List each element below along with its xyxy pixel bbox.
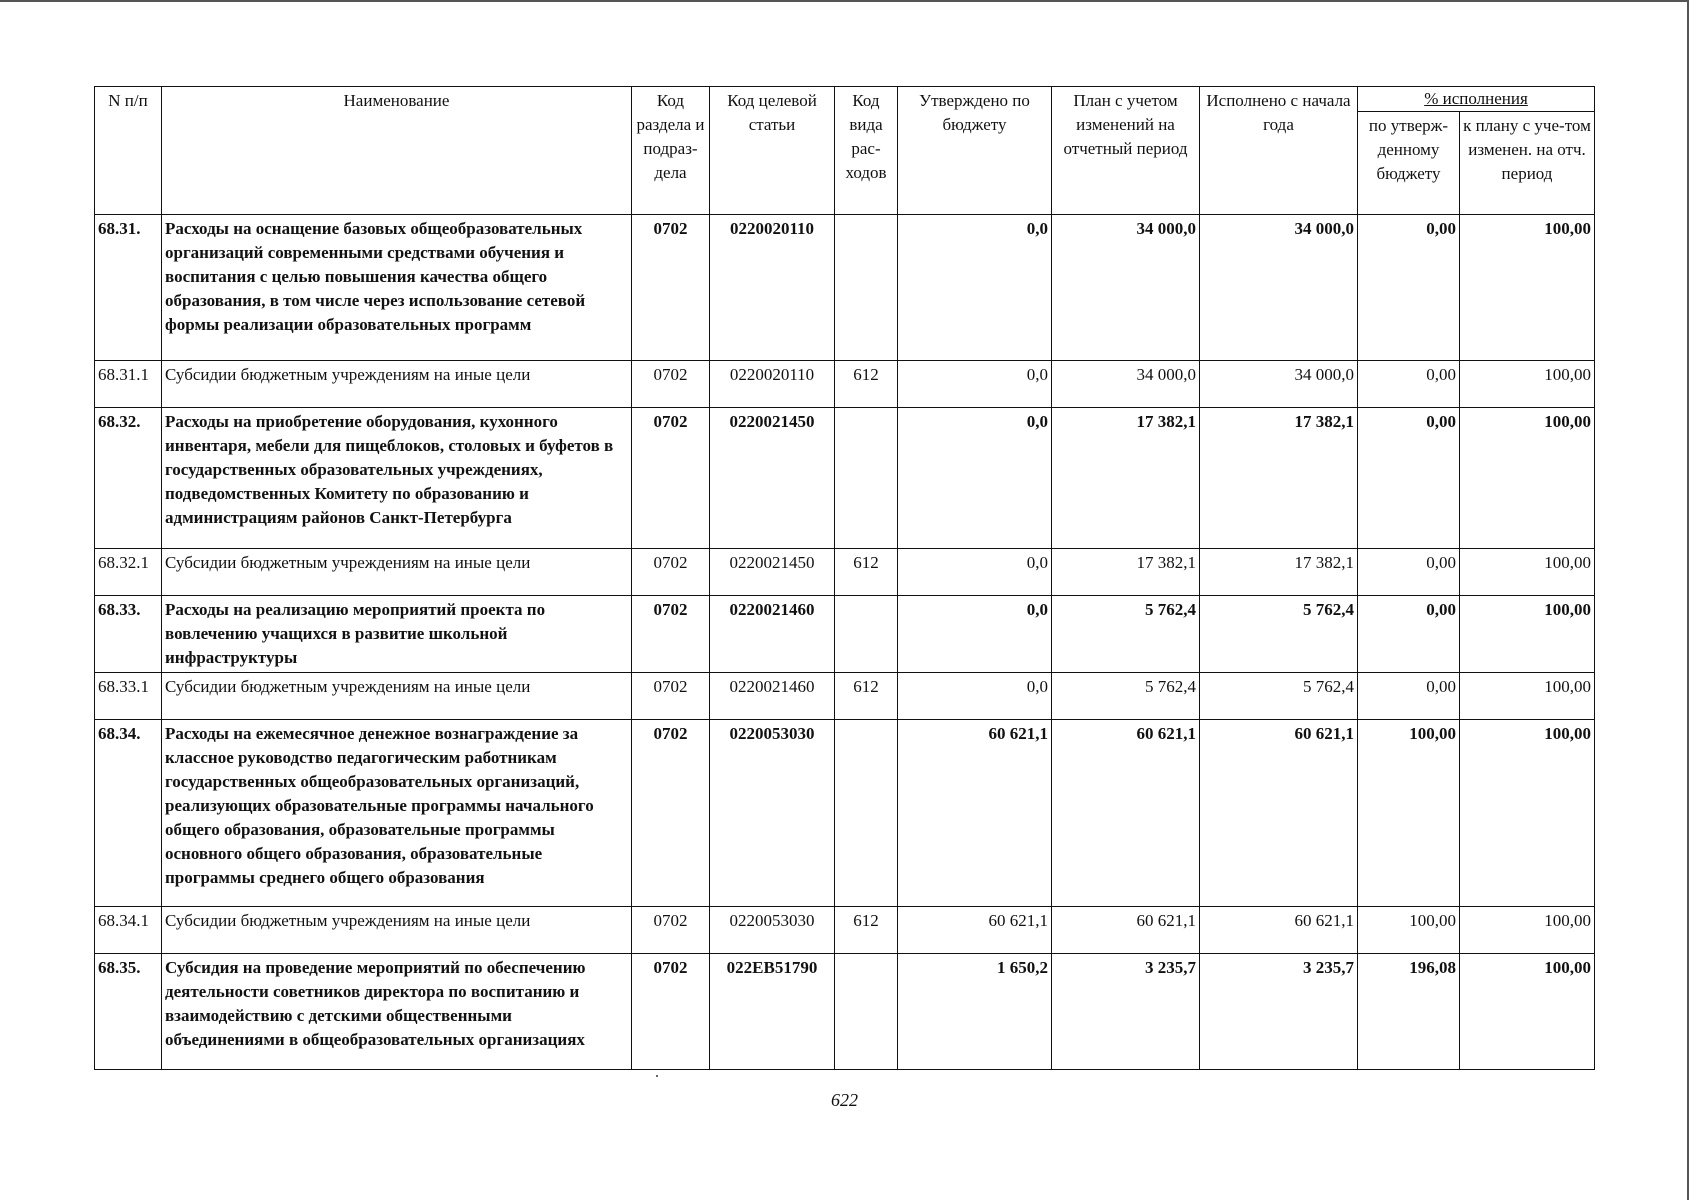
row-approved: 1 650,2 bbox=[898, 954, 1052, 1070]
row-name: Расходы на оснащение базовых общеобразовательных организаций современными средствами обучения и воспитания с целью повышения качества общего образования, в том числе через использование сетевой формы реализации образовательных программ bbox=[162, 215, 632, 361]
page-edge-top bbox=[0, 0, 1689, 2]
row-executed: 17 382,1 bbox=[1200, 549, 1358, 596]
row-pct-budget: 0,00 bbox=[1358, 673, 1460, 720]
row-plan: 60 621,1 bbox=[1052, 720, 1200, 907]
row-section-code: 0702 bbox=[632, 215, 710, 361]
row-executed: 3 235,7 bbox=[1200, 954, 1358, 1070]
row-pct-budget: 0,00 bbox=[1358, 361, 1460, 408]
header-percent-group bbox=[1358, 87, 1595, 112]
row-name: Субсидии бюджетным учреждениям на иные цели bbox=[162, 549, 632, 596]
row-name: Субсидии бюджетным учреждениям на иные цели bbox=[162, 673, 632, 720]
row-target-code: 0220020110 bbox=[710, 361, 835, 408]
row-section-code: 0702 bbox=[632, 673, 710, 720]
row-type-code bbox=[835, 954, 898, 1070]
row-approved: 60 621,1 bbox=[898, 907, 1052, 954]
header-target-code: Код целевой статьи bbox=[710, 87, 835, 215]
header-percent-group-label: % исполнения bbox=[1424, 89, 1528, 108]
table-row bbox=[95, 954, 1595, 1070]
row-pct-budget: 0,00 bbox=[1358, 549, 1460, 596]
row-target-code: 0220021460 bbox=[710, 596, 835, 673]
row-plan: 5 762,4 bbox=[1052, 673, 1200, 720]
row-section-code: 0702 bbox=[632, 361, 710, 408]
row-pct-plan: 100,00 bbox=[1460, 720, 1595, 907]
row-number: 68.32.1 bbox=[95, 549, 162, 596]
row-approved: 0,0 bbox=[898, 596, 1052, 673]
row-type-code: 612 bbox=[835, 673, 898, 720]
row-name: Субсидия на проведение мероприятий по обеспечению деятельности советников директора по воспитанию и взаимодействию с детскими общественными объединениями в общеобразовательных организациях bbox=[162, 954, 632, 1070]
row-target-code: 0220053030 bbox=[710, 907, 835, 954]
scan-speck bbox=[656, 1075, 658, 1077]
row-target-code: 0220053030 bbox=[710, 720, 835, 907]
row-approved: 0,0 bbox=[898, 549, 1052, 596]
budget-execution-table bbox=[94, 86, 1595, 1070]
header-approved: Утверждено по бюджету bbox=[898, 87, 1052, 215]
row-name: Субсидии бюджетным учреждениям на иные цели bbox=[162, 907, 632, 954]
row-executed: 5 762,4 bbox=[1200, 596, 1358, 673]
row-type-code bbox=[835, 408, 898, 549]
row-target-code: 0220021450 bbox=[710, 549, 835, 596]
row-pct-plan: 100,00 bbox=[1460, 673, 1595, 720]
row-pct-budget: 100,00 bbox=[1358, 720, 1460, 907]
table-row bbox=[95, 673, 1595, 720]
row-pct-budget: 100,00 bbox=[1358, 907, 1460, 954]
table-row bbox=[95, 408, 1595, 549]
row-number: 68.31.1 bbox=[95, 361, 162, 408]
row-approved: 0,0 bbox=[898, 361, 1052, 408]
row-plan: 17 382,1 bbox=[1052, 549, 1200, 596]
row-type-code bbox=[835, 215, 898, 361]
row-section-code: 0702 bbox=[632, 596, 710, 673]
row-section-code: 0702 bbox=[632, 720, 710, 907]
table-row bbox=[95, 215, 1595, 361]
row-section-code: 0702 bbox=[632, 954, 710, 1070]
header-row bbox=[95, 87, 1595, 112]
header-section-code: Код раздела и подраз-дела bbox=[632, 87, 710, 215]
row-number: 68.33.1 bbox=[95, 673, 162, 720]
row-plan: 34 000,0 bbox=[1052, 215, 1200, 361]
row-pct-plan: 100,00 bbox=[1460, 954, 1595, 1070]
row-number: 68.33. bbox=[95, 596, 162, 673]
row-plan: 34 000,0 bbox=[1052, 361, 1200, 408]
row-type-code: 612 bbox=[835, 549, 898, 596]
row-plan: 17 382,1 bbox=[1052, 408, 1200, 549]
header-executed: Исполнено с начала года bbox=[1200, 87, 1358, 215]
row-pct-plan: 100,00 bbox=[1460, 907, 1595, 954]
row-executed: 34 000,0 bbox=[1200, 215, 1358, 361]
row-target-code: 0220021450 bbox=[710, 408, 835, 549]
table-row bbox=[95, 549, 1595, 596]
row-name: Расходы на ежемесячное денежное вознаграждение за классное руководство педагогическим работникам государственных общеобразовательных организаций, реализующих образовательные программы начального общего образования, образовательные программы основного общего образования, образовательные программы среднего общего образования bbox=[162, 720, 632, 907]
row-target-code: 0220020110 bbox=[710, 215, 835, 361]
row-pct-budget: 0,00 bbox=[1358, 215, 1460, 361]
row-type-code: 612 bbox=[835, 361, 898, 408]
page-number: 622 bbox=[831, 1090, 858, 1110]
header-name: Наименование bbox=[162, 87, 632, 215]
row-approved: 60 621,1 bbox=[898, 720, 1052, 907]
row-executed: 34 000,0 bbox=[1200, 361, 1358, 408]
row-target-code: 0220021460 bbox=[710, 673, 835, 720]
row-pct-plan: 100,00 bbox=[1460, 361, 1595, 408]
row-section-code: 0702 bbox=[632, 408, 710, 549]
row-plan: 5 762,4 bbox=[1052, 596, 1200, 673]
row-pct-plan: 100,00 bbox=[1460, 549, 1595, 596]
row-number: 68.32. bbox=[95, 408, 162, 549]
row-executed: 5 762,4 bbox=[1200, 673, 1358, 720]
row-name: Субсидии бюджетным учреждениям на иные цели bbox=[162, 361, 632, 408]
row-executed: 60 621,1 bbox=[1200, 720, 1358, 907]
header-num: N п/п bbox=[95, 87, 162, 215]
row-number: 68.34.1 bbox=[95, 907, 162, 954]
row-pct-budget: 0,00 bbox=[1358, 596, 1460, 673]
row-section-code: 0702 bbox=[632, 907, 710, 954]
table-row bbox=[95, 720, 1595, 907]
row-target-code: 022EB51790 bbox=[710, 954, 835, 1070]
row-number: 68.31. bbox=[95, 215, 162, 361]
header-expense-type-code: Код вида рас-ходов bbox=[835, 87, 898, 215]
row-type-code bbox=[835, 720, 898, 907]
header-percent-plan: к плану с уче-том изменен. на отч. период bbox=[1460, 112, 1595, 215]
row-type-code bbox=[835, 596, 898, 673]
row-approved: 0,0 bbox=[898, 673, 1052, 720]
row-pct-plan: 100,00 bbox=[1460, 215, 1595, 361]
row-pct-plan: 100,00 bbox=[1460, 408, 1595, 549]
row-executed: 17 382,1 bbox=[1200, 408, 1358, 549]
row-plan: 3 235,7 bbox=[1052, 954, 1200, 1070]
row-pct-budget: 0,00 bbox=[1358, 408, 1460, 549]
row-plan: 60 621,1 bbox=[1052, 907, 1200, 954]
header-plan: План с учетом изменений на отчетный период bbox=[1052, 87, 1200, 215]
row-name: Расходы на приобретение оборудования, кухонного инвентаря, мебели для пищеблоков, столовых и буфетов в государственных образовательных учреждениях, подведомственных Комитету по образованию и администрациям районов Санкт-Петербурга bbox=[162, 408, 632, 549]
row-name: Расходы на реализацию мероприятий проекта по вовлечению учащихся в развитие школьной инфраструктуры bbox=[162, 596, 632, 673]
header-percent-budget: по утверж-денному бюджету bbox=[1358, 112, 1460, 215]
row-pct-budget: 196,08 bbox=[1358, 954, 1460, 1070]
row-pct-plan: 100,00 bbox=[1460, 596, 1595, 673]
table-row bbox=[95, 361, 1595, 408]
table-row bbox=[95, 907, 1595, 954]
row-number: 68.34. bbox=[95, 720, 162, 907]
row-executed: 60 621,1 bbox=[1200, 907, 1358, 954]
row-type-code: 612 bbox=[835, 907, 898, 954]
row-approved: 0,0 bbox=[898, 408, 1052, 549]
table-row bbox=[95, 596, 1595, 673]
row-section-code: 0702 bbox=[632, 549, 710, 596]
row-number: 68.35. bbox=[95, 954, 162, 1070]
row-approved: 0,0 bbox=[898, 215, 1052, 361]
